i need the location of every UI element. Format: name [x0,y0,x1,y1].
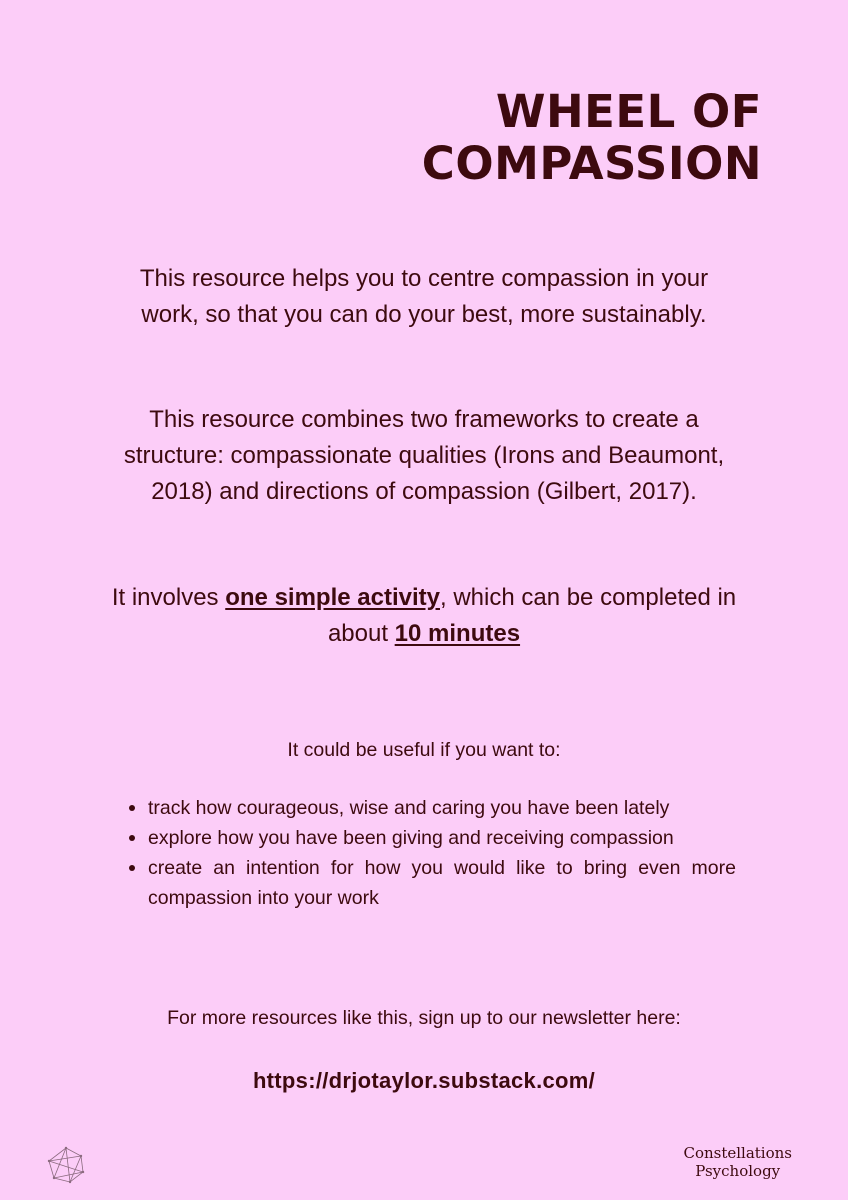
intro-text-2: This resource combines two frameworks to create a structure: compassionate qualities (Irons and Beaumont, 2018) and directions of compassion (Gilbert, 2017). [123,406,725,505]
list-item-text: create an intention for how you would like to bring even more compassion into your work [148,857,736,909]
list-item-text: explore how you have been giving and receiving compassion [148,827,674,849]
ten-minutes-emphasis: 10 minutes [394,620,521,647]
one-simple-activity-emphasis: one simple activity [225,584,440,611]
brand-line-2: Psychology [695,1162,781,1180]
list-item [126,823,736,853]
bullet-dot-icon [129,865,135,871]
intro-paragraph-3 [110,580,738,652]
newsletter-prompt: For more resources like this, sign up to our newsletter here: [167,1007,681,1029]
page-title [422,86,762,190]
constellation-logo-icon [46,1145,86,1185]
list-item [126,793,736,823]
list-item-text: track how courageous, wise and caring you have been lately [148,797,670,819]
intro-paragraph-2 [110,402,738,510]
intro-paragraph-1 [110,261,738,333]
list-item [126,853,736,913]
bullet-dot-icon [129,835,135,841]
bullet-dot-icon [129,805,135,811]
brand-wordmark [683,1144,792,1180]
activity-text-before: It involves [111,584,226,611]
activity-text-middle: , which can be completed in about [327,584,737,647]
intro-text-3 [110,580,738,652]
page-title-line-1: WHEEL OF [495,85,762,138]
intro-text-1: This resource helps you to centre compassion in your work, so that you can do your best, more sustainably. [139,265,709,328]
newsletter-link[interactable]: https://drjotaylor.substack.com/ [252,1068,596,1093]
brand-line-1: Constellations [683,1144,792,1162]
page-title-line-2: COMPASSION [421,137,762,190]
use-case-list [126,793,736,913]
useful-heading: It could be useful if you want to: [287,739,561,761]
